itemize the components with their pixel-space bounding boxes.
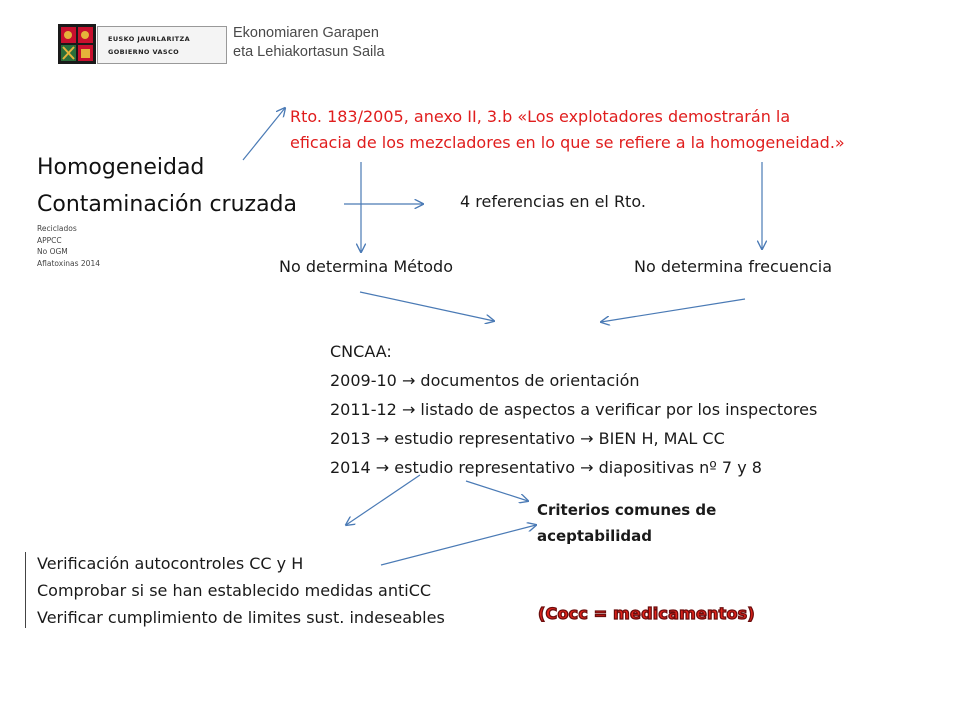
cncaa-item: 2009-10 → documentos de orientación <box>330 371 640 390</box>
verification-item: Verificación autocontroles CC y H <box>37 554 304 573</box>
arrow-topic-to-regulation <box>243 108 285 160</box>
sub-topic-item: Aflatoxinas 2014 <box>37 258 100 268</box>
common-criteria-line2: aceptabilidad <box>537 527 652 545</box>
topic-homogeneidad: Homogeneidad <box>37 155 205 180</box>
sub-topic-item: No OGM <box>37 247 68 256</box>
arrow-no-frequency-to-cncaa <box>601 299 745 322</box>
cncaa-title: CNCAA: <box>330 342 392 361</box>
cncaa-item: 2014 → estudio representativo → diapositivas nº 7 y 8 <box>330 458 762 477</box>
verification-item: Verificar cumplimiento de limites sust. indeseables <box>37 608 445 627</box>
gov-name-spanish: GOBIERNO VASCO <box>108 48 180 56</box>
arrow-cncaa-to-criteria <box>466 481 528 501</box>
sub-topic-item: Reciclados <box>37 224 77 233</box>
cncaa-item: 2013 → estudio representativo → BIEN H, MAL CC <box>330 429 725 448</box>
topic-contaminacion: Contaminación cruzada <box>37 192 298 217</box>
department-name-line1: Ekonomiaren Garapen <box>233 25 379 41</box>
cncaa-item: 2011-12 → listado de aspectos a verificar por los inspectores <box>330 400 818 419</box>
cocc-highlight: (Cocc = medicamentos) <box>538 604 755 623</box>
regulation-quote-line2: eficacia de los mezcladores en lo que se refiere a la homogeneidad.» <box>290 133 845 152</box>
no-frequency-label: No determina frecuencia <box>634 257 832 276</box>
no-method-label: No determina Método <box>279 257 453 276</box>
department-name-line2: eta Lehiakortasun Saila <box>233 44 385 60</box>
regulation-quote-line1: Rto. 183/2005, anexo II, 3.b «Los explotadores demostrarán la <box>290 107 791 126</box>
common-criteria-line1: Criterios comunes de <box>537 501 717 519</box>
verification-item: Comprobar si se han establecido medidas antiCC <box>37 581 432 600</box>
arrow-verification-to-criteria <box>381 525 536 565</box>
gov-name-basque: EUSKO JAURLARITZA <box>108 35 191 43</box>
sub-topic-item: APPCC <box>37 235 62 245</box>
arrow-cncaa-to-verification <box>346 475 420 525</box>
references-note: 4 referencias en el Rto. <box>460 192 646 211</box>
arrow-no-method-to-cncaa <box>360 292 494 321</box>
